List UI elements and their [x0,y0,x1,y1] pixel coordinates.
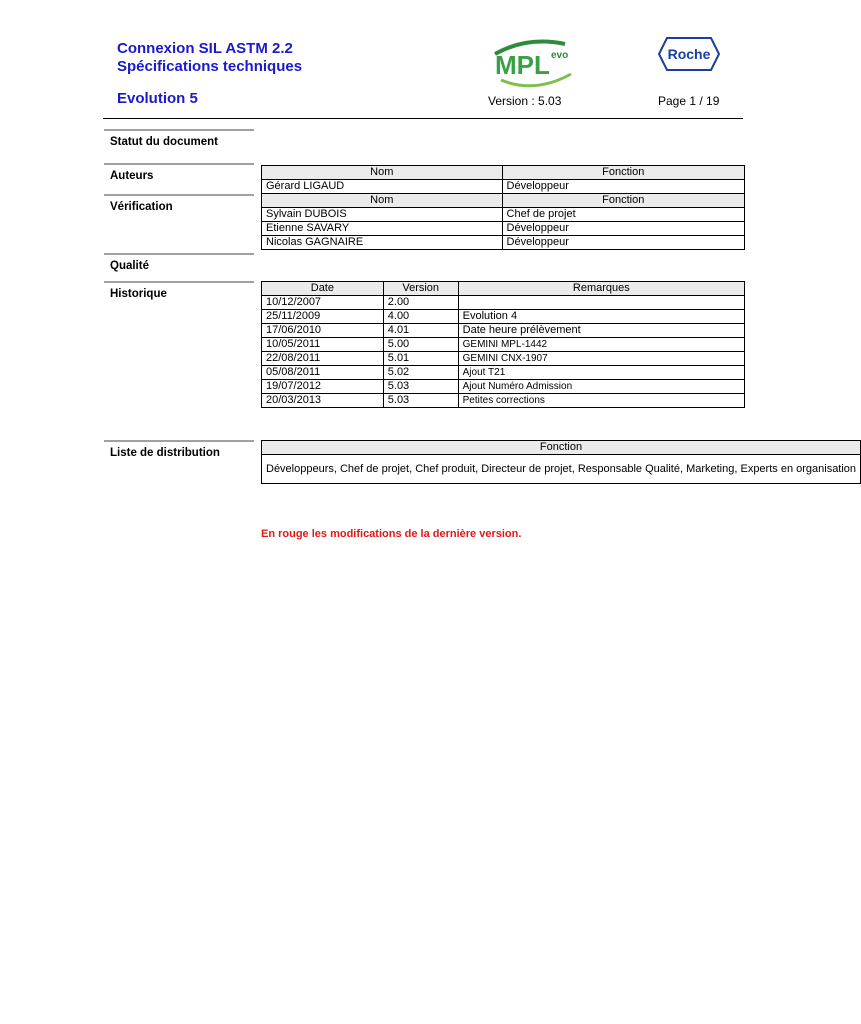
table-row [262,324,745,338]
section-auteurs: Auteurs [110,170,154,182]
section-rule [104,194,254,196]
section-distribution: Liste de distribution [110,447,220,459]
remark-cell: Evolution 4 [458,310,744,324]
table-header-row [262,166,745,180]
version-cell: 4.01 [383,324,458,338]
remark-cell [458,296,744,310]
table-header-row [262,282,745,296]
name-cell: Sylvain DUBOIS [262,208,503,222]
header-cell: Date [262,282,384,296]
document-evolution: Evolution 5 [117,90,198,107]
evo-logo-text: evo [551,50,569,61]
version-cell: 5.03 [383,380,458,394]
section-rule [104,253,254,255]
table-row [262,380,745,394]
date-cell: 25/11/2009 [262,310,384,324]
page-number: Page 1 / 19 [658,94,720,108]
date-cell: 10/05/2011 [262,338,384,352]
date-cell: 20/03/2013 [262,394,384,408]
header-divider [103,118,743,119]
table-row [262,236,745,250]
section-historique: Historique [110,288,167,300]
table-row [262,338,745,352]
table-row [262,296,745,310]
section-rule [104,163,254,165]
section-qualite: Qualité [110,260,149,272]
header-cell: Fonction [262,441,861,455]
table-header-row [262,441,861,455]
mpl-evo-logo [487,34,582,92]
date-cell: 17/06/2010 [262,324,384,338]
roche-logo [657,36,721,72]
name-cell: Gérard LIGAUD [262,180,503,194]
document-subtitle: Spécifications techniques [117,58,303,75]
function-cell: Développeur [502,222,744,236]
table-row [262,180,745,194]
function-cell: Chef de projet [502,208,744,222]
version-cell: 5.03 [383,394,458,408]
historique-table [261,281,745,408]
name-cell: Etienne SAVARY [262,222,503,236]
distribution-table [261,440,861,484]
version-cell: 5.02 [383,366,458,380]
table-row [262,394,745,408]
document-title: Connexion SIL ASTM 2.2 [117,40,293,57]
function-cell: Développeur [502,180,744,194]
version-cell: 5.00 [383,338,458,352]
section-rule [104,129,254,131]
remark-cell: Ajout Numéro Admission [458,380,744,394]
date-cell: 10/12/2007 [262,296,384,310]
section-verification: Vérification [110,201,173,213]
remark-cell: GEMINI CNX-1907 [458,352,744,366]
section-rule [104,281,254,283]
header-cell: Nom [262,194,503,208]
version-label: Version : 5.03 [488,94,562,108]
date-cell: 05/08/2011 [262,366,384,380]
version-cell: 2.00 [383,296,458,310]
remark-cell: Date heure prélèvement [458,324,744,338]
header-cell: Remarques [458,282,744,296]
date-cell: 19/07/2012 [262,380,384,394]
date-cell: 22/08/2011 [262,352,384,366]
name-cell: Nicolas GAGNAIRE [262,236,503,250]
roche-logo-text: Roche [667,46,711,62]
version-cell: 4.00 [383,310,458,324]
section-rule [104,440,254,442]
auteurs-verification-table [261,165,745,250]
table-row [262,352,745,366]
section-statut: Statut du document [110,136,218,148]
header-cell: Version [383,282,458,296]
header-cell: Nom [262,166,503,180]
remark-cell: GEMINI MPL-1442 [458,338,744,352]
remark-cell: Petites corrections [458,394,744,408]
table-row [262,455,861,484]
header-cell: Fonction [502,194,744,208]
mpl-logo-text: MPL [495,50,550,80]
function-cell: Développeur [502,236,744,250]
remark-cell: Ajout T21 [458,366,744,380]
table-row [262,208,745,222]
table-row [262,310,745,324]
version-cell: 5.01 [383,352,458,366]
distribution-list: Développeurs, Chef de projet, Chef produit, Directeur de projet, Responsable Qualité, Marketing, Experts en organisation [262,455,861,484]
header-cell: Fonction [502,166,744,180]
table-row [262,222,745,236]
table-row [262,366,745,380]
modification-note: En rouge les modifications de la dernière version. [261,528,522,540]
table-header-row [262,194,745,208]
